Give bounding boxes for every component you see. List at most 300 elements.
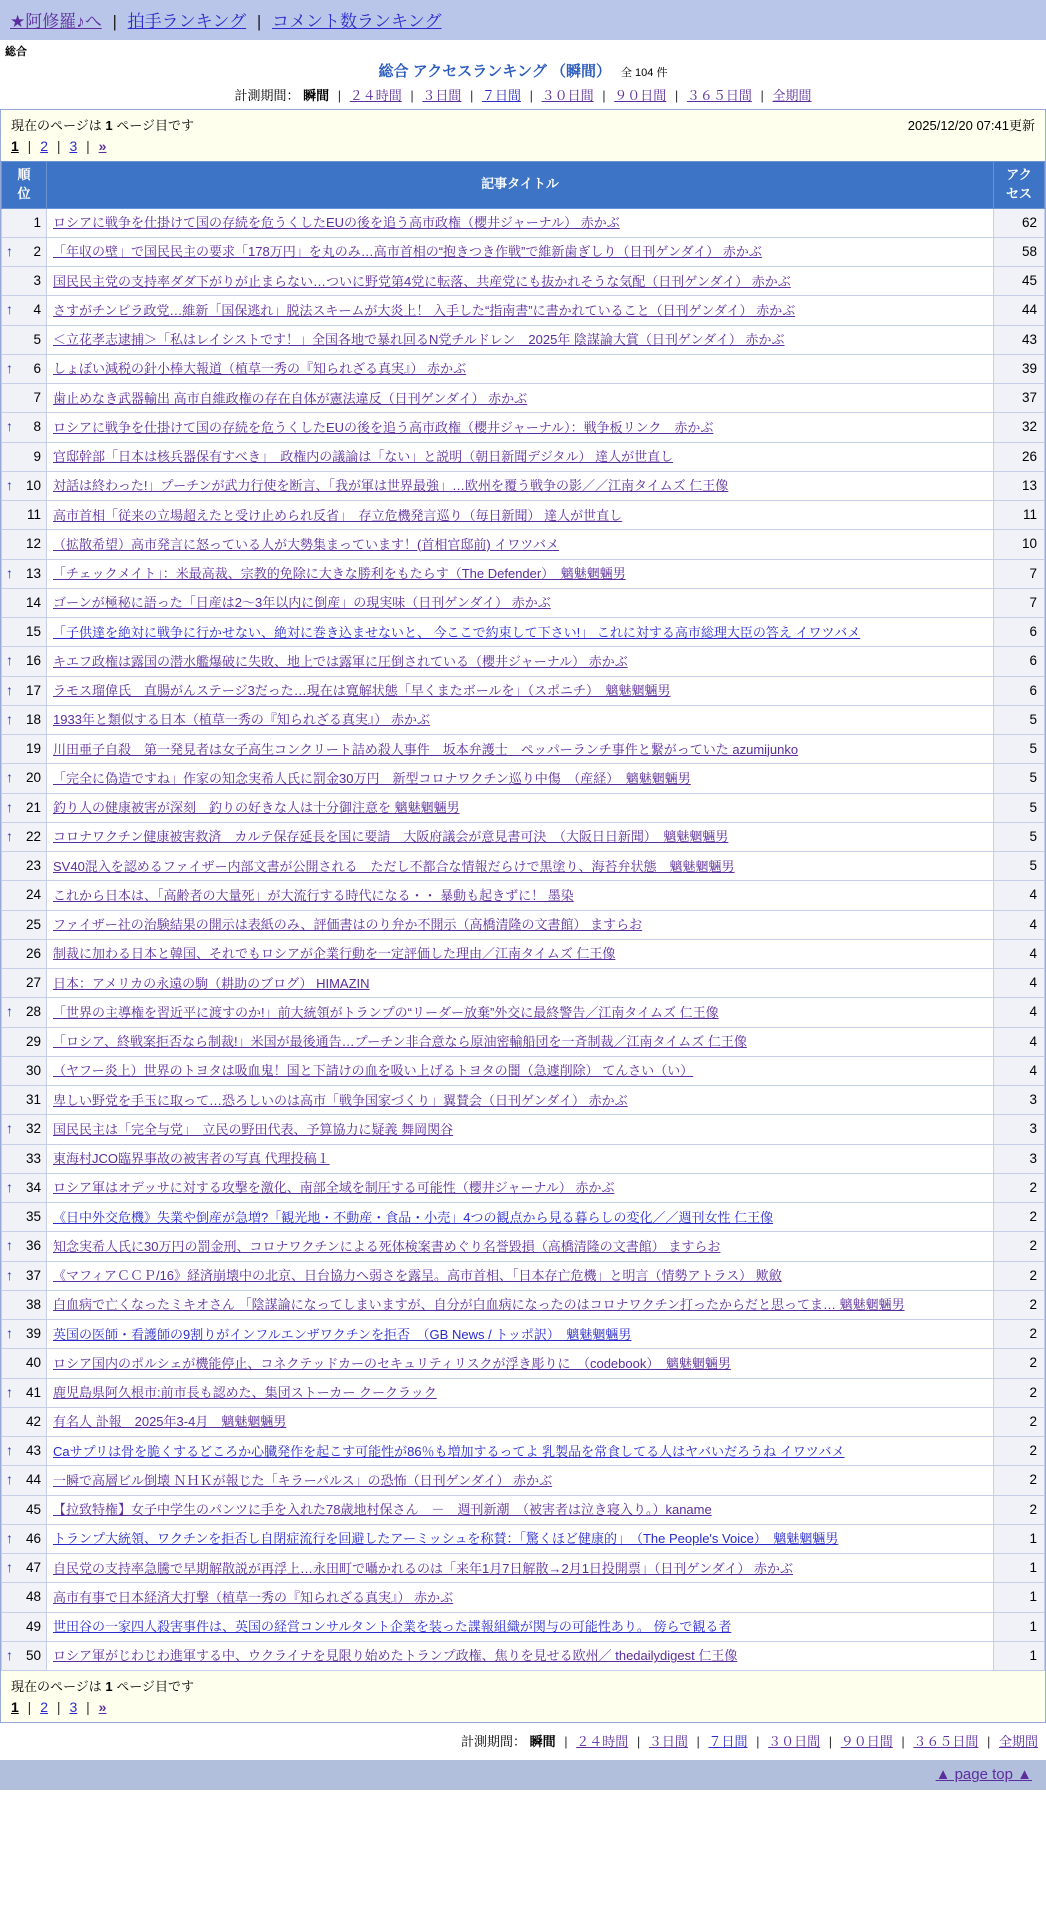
separator: | — [756, 88, 768, 103]
rank-cell — [2, 325, 47, 354]
access-count: 26 — [994, 442, 1045, 471]
rank-cell — [2, 1583, 47, 1612]
rank-cell — [2, 1378, 47, 1407]
title-cell — [47, 705, 994, 734]
table-row — [2, 647, 1045, 676]
top-nav — [0, 0, 1046, 40]
period-option[interactable]: ７日間 — [708, 1734, 748, 1750]
topnav-link[interactable]: 拍手ランキング — [127, 12, 247, 31]
article-link[interactable]: 高市首相「従来の立場超えたと受け止められ反省」 存立危機発言巡り（毎日新聞） 達人が世直し — [53, 507, 623, 523]
table-row — [2, 208, 1045, 237]
access-count: 6 — [994, 647, 1045, 676]
separator: | — [526, 88, 537, 103]
rank-number: 44 — [25, 1472, 41, 1488]
period-option[interactable]: ３０日間 — [541, 88, 594, 103]
period-selector-top — [0, 85, 1046, 104]
rank-cell — [2, 530, 47, 559]
article-link[interactable]: 世田谷の一家四人殺害事件は、英国の経営コンサルタント企業を装った諜報組織が関与の可能性あり。 傍らで観る者 — [53, 1619, 732, 1635]
rank-number: 19 — [25, 741, 41, 757]
table-row — [2, 793, 1045, 822]
article-link[interactable]: 東海村JCO臨界事故の被害者の写真 代理投稿１ — [53, 1151, 330, 1167]
article-link[interactable]: 「世界の主導権を習近平に渡すのか!」前大統領がトランプの“リーダー放棄”外交に最終警告／江南タイムズ 仁王像 — [53, 1004, 719, 1020]
title-cell — [47, 969, 994, 998]
access-count: 58 — [994, 237, 1045, 266]
article-link[interactable]: 「チェックメイト」：米最高裁、宗教的免除に大きな勝利をもたらす（The Defender） 魑魅魍魎男 — [53, 566, 626, 582]
table-row — [2, 822, 1045, 851]
access-count: 4 — [994, 939, 1045, 968]
access-count: 4 — [994, 1027, 1045, 1056]
rank-cell — [2, 413, 47, 442]
rank-cell — [2, 969, 47, 998]
rank-cell — [2, 588, 47, 617]
article-link[interactable]: 「子供達を絶対に戦争に行かせない、絶対に巻き込ませないと、 今ここで約束して下さい!」 これに対する高市総理大臣の答え イワツバメ — [53, 624, 861, 640]
access-count: 4 — [994, 1056, 1045, 1085]
separator: | — [334, 88, 345, 103]
separator: | — [598, 88, 610, 103]
table-row — [2, 471, 1045, 500]
table-row — [2, 1261, 1045, 1290]
access-count: 39 — [994, 354, 1045, 383]
table-row — [2, 618, 1045, 647]
rank-cell — [2, 1027, 47, 1056]
title-cell — [47, 530, 994, 559]
table-row — [2, 501, 1045, 530]
rank-number: 6 — [33, 360, 41, 376]
article-link[interactable]: Caサプリは骨を脆くするどころか心臓発作を起こす可能性が86％も増加するってよ 乳製品を常食してる人はヤバいだろうね イワツバメ — [53, 1443, 845, 1459]
title-cell — [47, 1641, 994, 1670]
rank-number: 47 — [25, 1560, 41, 1576]
article-link[interactable]: 有名人 訃報 2025年3-4月 魑魅魍魎男 — [53, 1414, 287, 1430]
separator: | — [252, 12, 266, 31]
table-row — [2, 354, 1045, 383]
article-link[interactable]: （拡散希望）高市発言に怒っている人が大勢集まっています！(首相官邸前) イワツバメ — [53, 536, 560, 552]
title-cell — [47, 1232, 994, 1261]
access-count: 3 — [994, 1086, 1045, 1115]
access-count: 5 — [994, 793, 1045, 822]
period-option[interactable]: ３６５日間 — [913, 1734, 979, 1750]
article-link[interactable]: ＜立花孝志逮捕＞「私はレイシストです！」全国各地で暴れ回るN党チルドレン 2025年 陰謀論大賞（日刊ゲンダイ） 赤かぶ — [53, 332, 785, 348]
table-row — [2, 910, 1045, 939]
separator: | — [897, 1734, 909, 1750]
rank-cell — [2, 354, 47, 383]
article-link[interactable]: ロシアに戦争を仕掛けて国の存続を危うくしたEUの後を追う高市政権（櫻井ジャーナル） 赤かぶ — [53, 215, 620, 231]
article-link[interactable]: ファイザー社の治験結果の開示は表紙のみ、評価書はのり弁か不開示（高橋清隆の文書館） ますらお — [53, 917, 643, 933]
content-frame — [0, 109, 1046, 1723]
rank-cell — [2, 384, 47, 413]
article-link[interactable]: 釣り人の健康被害が深刻 釣りの好きな人は十分御注意を 魑魅魍魎男 — [53, 800, 460, 816]
title-cell — [47, 1144, 994, 1173]
page-top-link[interactable]: ▲ page top ▲ — [935, 1766, 1032, 1784]
rank-up-icon: ↑ — [6, 418, 13, 435]
pagination-link[interactable]: 2 — [40, 138, 49, 154]
pagination-link[interactable]: 3 — [69, 138, 78, 154]
rank-up-icon: ↑ — [6, 681, 13, 698]
rank-cell — [2, 1203, 47, 1232]
access-count: 7 — [994, 559, 1045, 588]
rank-number: 43 — [25, 1443, 41, 1459]
access-count: 5 — [994, 822, 1045, 851]
rank-cell — [2, 501, 47, 530]
separator: | — [23, 138, 36, 154]
article-link[interactable]: 英国の医師・看護師の9割りがインフルエンザワクチンを拒否 （GB News / トッポ訳） 魑魅魍魎男 — [53, 1326, 632, 1342]
article-link[interactable]: 《日中外交危機》失業や倒産が急増?「観光地・不動産・食品・小売」4つの観点から見る暮らしの変化／／週刊女性 仁王像 — [53, 1209, 774, 1225]
rank-number: 15 — [25, 624, 41, 640]
rank-cell — [2, 296, 47, 325]
period-option[interactable]: ３日間 — [648, 1734, 688, 1750]
period-option[interactable]: 全期間 — [998, 1734, 1038, 1750]
rank-number: 33 — [25, 1150, 41, 1166]
period-option[interactable]: 全期間 — [772, 88, 812, 103]
rank-number: 35 — [25, 1209, 41, 1225]
access-count: 2 — [994, 1466, 1045, 1495]
rank-up-icon: ↑ — [6, 1120, 13, 1137]
article-link[interactable]: 国民民主党の支持率ダダ下がりが止まらない…ついに野党第4党に転落、共産党にも抜かれそうな気配（日刊ゲンダイ） 赤かぶ — [53, 273, 791, 289]
rank-cell — [2, 1524, 47, 1553]
title-cell — [47, 354, 994, 383]
pagination-current: 1 — [11, 1699, 19, 1716]
rank-number: 24 — [25, 887, 41, 903]
access-count: 1 — [994, 1641, 1045, 1670]
table-row — [2, 1349, 1045, 1378]
access-count: 3 — [994, 1144, 1045, 1173]
period-option[interactable]: ７日間 — [481, 88, 521, 103]
rank-cell — [2, 471, 47, 500]
table-row — [2, 1086, 1045, 1115]
access-count: 2 — [994, 1437, 1045, 1466]
rank-cell — [2, 676, 47, 705]
access-count: 44 — [994, 296, 1045, 325]
period-label: 計測期間： — [234, 88, 304, 103]
rank-number: 14 — [25, 594, 41, 610]
update-timestamp: 2025/12/20 07:41更新 — [907, 118, 1035, 133]
rank-number: 27 — [25, 975, 41, 991]
rank-number: 34 — [25, 1179, 41, 1195]
rank-up-icon: ↑ — [6, 242, 13, 259]
access-count: 2 — [994, 1407, 1045, 1436]
rank-cell — [2, 559, 47, 588]
rank-cell — [2, 1495, 47, 1524]
rank-number: 41 — [25, 1384, 41, 1400]
title-cell — [47, 296, 994, 325]
rank-number: 8 — [33, 419, 41, 435]
access-count: 6 — [994, 676, 1045, 705]
article-link[interactable]: キエフ政権は露国の潜水艦爆破に失敗、地上では露軍に圧倒されている（櫻井ジャーナル） 赤かぶ — [53, 653, 628, 669]
title-cell — [47, 237, 994, 266]
separator: | — [466, 88, 477, 103]
rank-up-icon: ↑ — [6, 1237, 13, 1254]
rank-number: 20 — [25, 770, 41, 786]
category-label: 総合 — [5, 46, 27, 58]
rank-number: 12 — [25, 536, 41, 552]
rank-number: 10 — [25, 477, 41, 493]
separator: | — [692, 1734, 704, 1750]
rank-number: 48 — [25, 1589, 41, 1605]
separator: | — [82, 138, 94, 154]
title-cell — [47, 1378, 994, 1407]
period-option[interactable]: ２４時間 — [576, 1734, 629, 1750]
pagination-link[interactable]: 3 — [69, 1699, 78, 1716]
separator: | — [671, 88, 682, 103]
article-link[interactable]: ロシア軍はオデッサに対する攻撃を激化、南部全域を制圧する可能性（櫻井ジャーナル） 赤かぶ — [53, 1180, 615, 1196]
title-cell — [47, 325, 994, 354]
rank-cell — [2, 822, 47, 851]
rank-cell — [2, 1086, 47, 1115]
article-link[interactable]: SV40混入を認めるファイザー内部文書が公開される ただし不都合な情報だらけで黒塗り、海苔弁状態 魑魅魍魎男 — [53, 858, 735, 874]
access-count: 6 — [994, 618, 1045, 647]
article-link[interactable]: これから日本は、「高齢者の大量死」が大流行する時代になる・・ 暴動も起きずに！ 墨染 — [53, 887, 574, 903]
table-row — [2, 1524, 1045, 1553]
title-cell — [47, 1524, 994, 1553]
rank-number: 30 — [25, 1062, 41, 1078]
title-cell — [47, 1203, 994, 1232]
title-cell — [47, 881, 994, 910]
table-row — [2, 530, 1045, 559]
bottom-spacer — [0, 1790, 1046, 1832]
rank-number: 50 — [25, 1647, 41, 1663]
period-option[interactable]: ９０日間 — [840, 1734, 893, 1750]
rank-cell — [2, 1641, 47, 1670]
access-count: 2 — [994, 1495, 1045, 1524]
article-link[interactable]: ロシア国内のポルシェが機能停止、コネクテッドカーのセキュリティリスクが浮き彫りに （codebook） 魑魅魍魎男 — [53, 1355, 731, 1371]
rank-up-icon: ↑ — [6, 652, 13, 669]
rank-number: 42 — [25, 1413, 41, 1429]
title-cell — [47, 413, 994, 442]
table-row — [2, 1027, 1045, 1056]
table-row — [2, 939, 1045, 968]
article-link[interactable]: ゴーンが極秘に語った「日産は2〜3年以内に倒産」の現実味（日刊ゲンダイ） 赤かぶ — [53, 595, 551, 611]
period-selector-bottom — [0, 1731, 1046, 1750]
topnav-link[interactable]: コメント数ランキング — [272, 12, 442, 31]
access-count: 5 — [994, 764, 1045, 793]
article-link[interactable]: ラモス瑠偉氏 直腸がんステージ3だった…現在は寛解状態「早くまたボールを」（スポニチ） 魑魅魍魎男 — [53, 683, 671, 699]
article-link[interactable]: 白血病で亡くなったミキオさん 「陰謀論になってしまいますが、自分が白血病になったのはコロナワクチン打ったからだと思ってま… 魑魅魍魎男 — [53, 1297, 905, 1313]
title-cell — [47, 1583, 994, 1612]
article-link[interactable]: 【拉致特権】女子中学生のパンツに手を入れた78歳地村保さん － 週刊新潮 （被害者は泣き寝入り。）kaname — [53, 1502, 712, 1518]
pagination-link[interactable]: » — [98, 1699, 107, 1716]
article-link[interactable]: さすがチンピラ政党…維新「国保逃れ」脱法スキームが大炎上！ 入手した“指南書”に書かれていること（日刊ゲンダイ） 赤かぶ — [53, 302, 796, 318]
table-row — [2, 998, 1045, 1027]
period-option[interactable]: ９０日間 — [614, 88, 667, 103]
rank-cell — [2, 852, 47, 881]
rank-number: 26 — [25, 945, 41, 961]
rank-up-icon: ↑ — [6, 1325, 13, 1342]
period-option[interactable]: ２４時間 — [349, 88, 402, 103]
table-row — [2, 1173, 1045, 1202]
rank-up-icon: ↑ — [6, 798, 13, 815]
title-cell — [47, 1056, 994, 1085]
title-cell — [47, 1349, 994, 1378]
table-row — [2, 588, 1045, 617]
title-cell — [47, 384, 994, 413]
title-cell — [47, 1290, 994, 1319]
article-link[interactable]: ロシア軍がじわじわ進軍する中、ウクライナを見限り始めたトランプ政権、焦りを見せる欧州／ thedailydigest 仁王像 — [53, 1648, 738, 1664]
article-link[interactable]: 自民党の支持率急騰で早期解散説が再浮上…永田町で囁かれるのは「来年1月7日解散→2月1日投開票」（日刊ゲンダイ） 赤かぶ — [53, 1560, 793, 1576]
table-row — [2, 764, 1045, 793]
article-link[interactable]: 卑しい野党を手玉に取って…恐ろしいのは高市「戦争国家づくり」翼賛会（日刊ゲンダイ） 赤かぶ — [53, 1092, 628, 1108]
access-count: 2 — [994, 1320, 1045, 1349]
rank-column-header: 順 位 — [2, 162, 47, 209]
access-count: 1 — [994, 1524, 1045, 1553]
access-count: 5 — [994, 705, 1045, 734]
rank-cell — [2, 1612, 47, 1641]
table-row — [2, 1290, 1045, 1319]
period-label: 計測期間： — [460, 1734, 530, 1750]
title-cell — [47, 1407, 994, 1436]
rank-number: 40 — [25, 1355, 41, 1371]
access-count: 4 — [994, 969, 1045, 998]
rank-cell — [2, 647, 47, 676]
separator: | — [560, 1734, 572, 1750]
article-link[interactable]: 「年収の壁」で国民民主の要求「178万円」を丸のみ…高市首相の“抱きつき作戦”で維新歯ぎしり（日刊ゲンダイ） 赤かぶ — [53, 244, 762, 260]
rank-up-icon: ↑ — [6, 301, 13, 318]
article-link[interactable]: 知念実希人氏に30万円の罰金刑、コロナワクチンによる死体検案書めぐり名誉毀損（高橋清隆の文書館） ますらお — [53, 1238, 721, 1254]
table-row — [2, 1232, 1045, 1261]
article-link[interactable]: 一瞬で高層ビル倒壊 ＮＨＫが報じた「キラーパルス」の恐怖（日刊ゲンダイ） 赤かぶ — [53, 1472, 553, 1488]
rank-cell — [2, 1173, 47, 1202]
article-link[interactable]: （ヤフー炎上）世界のトヨタは吸血鬼！国と下請けの血を吸い上げるトヨタの闇（急遽削除） てんさい（い） — [53, 1063, 694, 1079]
access-count: 13 — [994, 471, 1045, 500]
access-count: 3 — [994, 1115, 1045, 1144]
rank-cell — [2, 939, 47, 968]
article-link[interactable]: しょぼい減税の針小棒大報道（植草一秀の『知られざる真実』） 赤かぶ — [53, 361, 467, 377]
title-cell — [47, 1554, 994, 1583]
ranking-table — [1, 161, 1045, 1671]
pagination-link[interactable]: 2 — [40, 1699, 49, 1716]
title-cell — [47, 501, 994, 530]
current-page-note: 現在のページは 1 ページ目です — [11, 118, 194, 133]
access-count: 45 — [994, 267, 1045, 296]
pagination-top — [11, 138, 1035, 154]
article-link[interactable]: 《マフィアＣＣＰ/16》経済崩壊中の北京、日台協力へ弱さを露呈。高市首相、「日本存亡危機」と明言（情勢アトラス） 歟斂 — [53, 1268, 782, 1284]
pagination-current: 1 — [11, 138, 19, 154]
rank-number: 2 — [33, 243, 41, 259]
title-cell — [47, 1027, 994, 1056]
title-cell — [47, 1466, 994, 1495]
title-column-header: 記事タイトル — [47, 162, 994, 209]
article-link[interactable]: コロナワクチン健康被害救済 カルテ保存延長を国に要請 大阪府議会が意見書可決 （大阪日日新聞） 魑魅魍魎男 — [53, 829, 729, 845]
rank-number: 49 — [25, 1618, 41, 1634]
rank-cell — [2, 764, 47, 793]
article-link[interactable]: 対話は終わった!」プーチンが武力行使を断言、「我が軍は世界最強」…欧州を覆う戦争の影／／江南タイムズ 仁王像 — [53, 478, 729, 494]
article-link[interactable]: 国民民主は「完全与党」 立民の野田代表、予算協力に疑義 舞岡関谷 — [53, 1121, 454, 1137]
access-count: 4 — [994, 910, 1045, 939]
rank-number: 31 — [25, 1092, 41, 1108]
table-row — [2, 1320, 1045, 1349]
title-cell — [47, 1612, 994, 1641]
separator: | — [53, 138, 65, 154]
rank-cell — [2, 1554, 47, 1583]
title-cell — [47, 471, 994, 500]
period-option[interactable]: ３６５日間 — [686, 88, 752, 103]
title-cell — [47, 998, 994, 1027]
topnav-link[interactable]: ★阿修羅♪へ — [10, 12, 102, 31]
title-cell — [47, 1495, 994, 1524]
separator: | — [23, 1699, 36, 1716]
rank-up-icon: ↑ — [6, 1383, 13, 1400]
rank-up-icon: ↑ — [6, 1266, 13, 1283]
separator: | — [983, 1734, 994, 1750]
rank-number: 3 — [33, 273, 41, 289]
rank-up-icon: ↑ — [6, 564, 13, 581]
table-row — [2, 969, 1045, 998]
title-cell — [47, 1173, 994, 1202]
article-link[interactable]: 鹿児島県阿久根市:前市長も認めた、集団ストーカー クークラック — [53, 1385, 437, 1401]
access-count: 62 — [994, 208, 1045, 237]
pagination-link[interactable]: » — [98, 138, 107, 154]
article-link[interactable]: 「完全に偽造ですね」作家の知念実希人氏に罰金30万円 新型コロナワクチン巡り中傷 （産経） 魑魅魍魎男 — [53, 770, 691, 786]
rank-number: 7 — [33, 390, 41, 406]
access-count: 2 — [994, 1378, 1045, 1407]
rank-cell — [2, 442, 47, 471]
title-line — [0, 60, 1046, 81]
rank-number: 38 — [25, 1296, 41, 1312]
table-row — [2, 1056, 1045, 1085]
rank-cell — [2, 998, 47, 1027]
title-cell — [47, 559, 994, 588]
separator: | — [82, 1699, 94, 1716]
article-link[interactable]: 官邸幹部「日本は核兵器保有すべき」 政権内の議論は「ない」と説明（朝日新聞デジタル） 達人が世直し — [53, 449, 674, 465]
rank-cell — [2, 1144, 47, 1173]
table-row — [2, 559, 1045, 588]
title-cell — [47, 442, 994, 471]
access-count: 10 — [994, 530, 1045, 559]
rank-cell — [2, 910, 47, 939]
article-link[interactable]: 1933年と類似する日本（植草一秀の『知られざる真実』） 赤かぶ — [53, 712, 431, 728]
rank-up-icon: ↑ — [6, 710, 13, 727]
title-cell — [47, 939, 994, 968]
rank-cell — [2, 1349, 47, 1378]
article-link[interactable]: 川田亜子自殺 第一発見者は女子高生コンクリート詰め殺人事件 坂本弁護士 ペッパーランチ事件と繋がっていた azumijunko — [53, 741, 799, 757]
article-link[interactable]: トランプ大統領、ワクチンを拒否し自閉症流行を回避したアーミッシュを称賛：「驚くほど健康的」 （The People's Voice） 魑魅魍魎男 — [53, 1531, 839, 1547]
page-top-bar — [0, 1760, 1046, 1790]
table-header-row — [2, 162, 1045, 209]
table-row — [2, 1495, 1045, 1524]
title-cell — [47, 735, 994, 764]
rank-cell — [2, 735, 47, 764]
access-count: 4 — [994, 998, 1045, 1027]
table-row — [2, 1203, 1045, 1232]
rank-up-icon: ↑ — [6, 1529, 13, 1546]
rank-number: 17 — [25, 682, 41, 698]
rank-number: 32 — [25, 1121, 41, 1137]
period-option[interactable]: ３日間 — [422, 88, 462, 103]
article-link[interactable]: 「ロシア、終戦案拒否なら制裁!」米国が最後通告…プーチン非合意なら原油密輸船団を一斉制裁／江南タイムズ 仁王像 — [53, 1034, 747, 1050]
access-count: 1 — [994, 1583, 1045, 1612]
rank-cell — [2, 793, 47, 822]
rank-cell — [2, 881, 47, 910]
table-row — [2, 735, 1045, 764]
rank-up-icon: ↑ — [6, 359, 13, 376]
table-row — [2, 676, 1045, 705]
table-row — [2, 1641, 1045, 1670]
article-link[interactable]: 制裁に加わる日本と韓国、それでもロシアが企業行動を一定評価した理由／江南タイムズ 仁王像 — [53, 946, 616, 962]
separator: | — [107, 12, 122, 31]
period-option[interactable]: ３０日間 — [768, 1734, 821, 1750]
rank-cell — [2, 1407, 47, 1436]
article-link[interactable]: 高市有事で日本経済大打撃（植草一秀の『知られざる真実』） 赤かぶ — [53, 1589, 454, 1605]
access-count: 1 — [994, 1554, 1045, 1583]
rank-number: 16 — [25, 653, 41, 669]
article-link[interactable]: ロシアに戦争を仕掛けて国の存続を危うくしたEUの後を追う高市政権（櫻井ジャーナル）：戦争板リンク 赤かぶ — [53, 419, 714, 435]
rank-up-icon: ↑ — [6, 1559, 13, 1576]
article-link[interactable]: 歯止めなき武器輸出 高市自維政権の存在自体が憲法違反（日刊ゲンダイ） 赤かぶ — [53, 390, 528, 406]
table-row — [2, 1466, 1045, 1495]
rank-number: 37 — [25, 1267, 41, 1283]
separator: | — [752, 1734, 764, 1750]
access-count: 5 — [994, 735, 1045, 764]
separator: | — [633, 1734, 644, 1750]
article-link[interactable]: 日本：アメリカの永遠の駒（耕助のブログ） HIMAZIN — [53, 975, 370, 991]
